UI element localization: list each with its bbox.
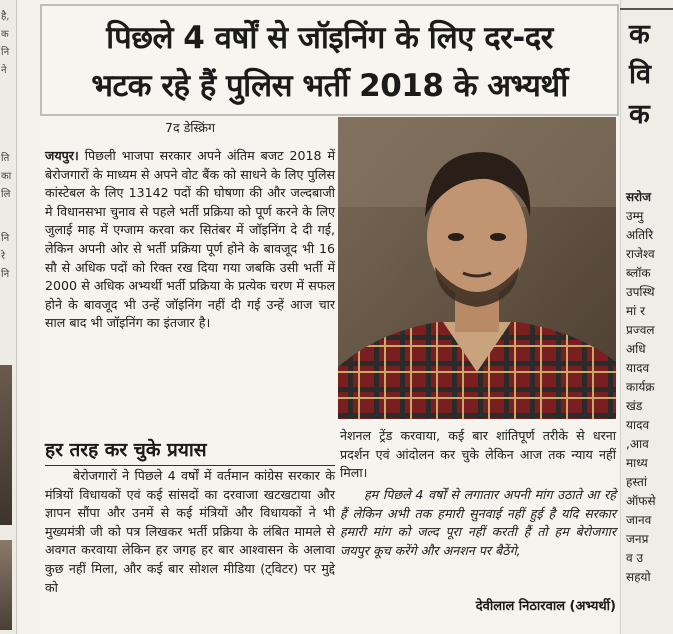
right-text-line: ,आव [626, 437, 649, 451]
right-adjacent-column [620, 0, 673, 634]
right-text-line: जनप्र [626, 532, 649, 546]
right-headline-fragment: क [629, 99, 650, 130]
adjacent-photo [0, 540, 12, 630]
article-paragraph-1 [45, 147, 335, 333]
right-text-line: माध्य [626, 456, 648, 470]
article-paragraph-3: नेशनल ट्रेंड करवाया, कई बार शांतिपूर्ण तरीके से धरना प्रदर्शन एवं आंदोलन कर चुके लेकिन आज तक न्याय नहीं मिला। [340, 428, 616, 481]
left-fragment: है, [1, 11, 10, 22]
left-adjacent-column [0, 0, 17, 634]
subheading: हर तरह कर चुके प्रयास [45, 436, 335, 466]
left-fragment: नि [1, 47, 10, 58]
column-rule [620, 8, 673, 10]
candidate-photo [338, 117, 616, 419]
headline-line-2: भटक रहे हैं पुलिस भर्ती 2018 के अभ्यर्थी [91, 68, 568, 104]
right-text-line: सरोज [626, 190, 652, 204]
right-text-line: राजेश्व [626, 247, 655, 261]
right-text-line: उम्मु [626, 209, 644, 223]
right-text-line: हस्तां [626, 475, 647, 489]
right-text-line: सहयो [626, 570, 651, 584]
right-text-line: कार्यक्र [626, 380, 655, 394]
right-text-line: यादव [626, 418, 650, 432]
right-text-line: खंड [626, 399, 643, 413]
right-text-line: अधि [626, 342, 646, 356]
right-text-line: जानव [626, 513, 652, 527]
left-fragment: नि [1, 269, 10, 280]
right-text-line: मां र [626, 304, 646, 318]
right-text-line: यादव [626, 361, 650, 375]
left-fragment: क [1, 29, 9, 40]
right-text-line: अतिरि [626, 228, 654, 242]
left-fragment: लि [1, 189, 11, 200]
right-headline-fragment: वि [629, 59, 652, 90]
dateline-location: जयपुर। [45, 148, 79, 163]
headline-box [40, 4, 619, 116]
right-text-line: ऑफसे [626, 494, 656, 508]
left-fragment: रे [1, 251, 6, 262]
quote-paragraph: हम पिछले 4 वर्षों से लगातार अपनी मांग उठाते आ रहे हैं लेकिन अभी तक हमारी सुनवाई नहीं हुई है यदि सरकार हमारी मांग को जल्द पूरा नहीं करती हैं तो हम बेरोजगार जयपुर कूच करेंगे और अनशन पर बैठेंगे, [340, 487, 616, 558]
paragraph-text: पिछली भाजपा सरकार अपने अंतिम बजट 2018 में बेरोजगारों के माध्यम से अपने वोट बैंक को साधने के लिए पुलिस कांस्टेबल के लिए 13142 पदों की घोषणा की और जल्दबाजी मे विधानसभा चुनाव से पहले भर्ती प्रक्रिया को पूर्ण करने के लिए जुलाई माह में एग्जाम करवा कर सितंबर में जॉइनिंग दे दी गई, लेकिन अपनी ओर से भर्ती प्रक्रिया पूर्ण होने के बावजूद भी 16 सौ से अधिक पदों को रिक्त रख दिया गया जबकि उसी भर्ती में 2000 से अधिक अभ्यर्थी भर्ती प्रक्रिया के प्रत्येक चरण में सफल होने के बावजूद भी उन्हें जॉइनिंग नहीं दी गई उन्हें आज चार साल बाद भी जॉइनिंग का इंतजार है। [45, 148, 335, 331]
right-headline-fragment: क [629, 19, 650, 50]
portrait-image [338, 117, 616, 419]
left-fragment: ने [1, 65, 7, 76]
adjacent-photo [0, 365, 12, 525]
byline: 7द डेस्क्रिंग [165, 120, 215, 135]
left-fragment: नि [1, 233, 10, 244]
left-fragment: का [1, 171, 12, 182]
left-fragment: ति [1, 153, 10, 164]
right-text-line: ब्लॉक [626, 266, 651, 280]
signature-attribution: देवीलाल निठारवाल (अभ्यर्थी) [475, 599, 616, 614]
right-text-line: व उ [626, 551, 644, 565]
headline-line-1: पिछले 4 वर्षों से जॉइनिंग के लिए दर-दर [106, 20, 553, 56]
article-paragraph-2: बेरोजगारों ने पिछले 4 वर्षों में वर्तमान कांग्रेस सरकार के मंत्रियों विधायकों एवं कई सांसदों का दरवाजा खटखटाया और ज्ञापन सौंपा और उनमें से कई मंत्रियों और विधायकों ने भी मुख्यमंत्री जी को पत्र लिखकर भर्ती प्रक्रिया के लंबित मामले से अवगत करवाया लेकिन हर जगह हर बार आश्वासन के अलावा कुछ नहीं मिला, और कई बार सोशल मीडिया (ट्विटर) पर मुद्दे को [45, 468, 335, 595]
right-text-line: उपस्थि [626, 285, 655, 299]
right-text-line: प्रज्वल [626, 323, 655, 337]
